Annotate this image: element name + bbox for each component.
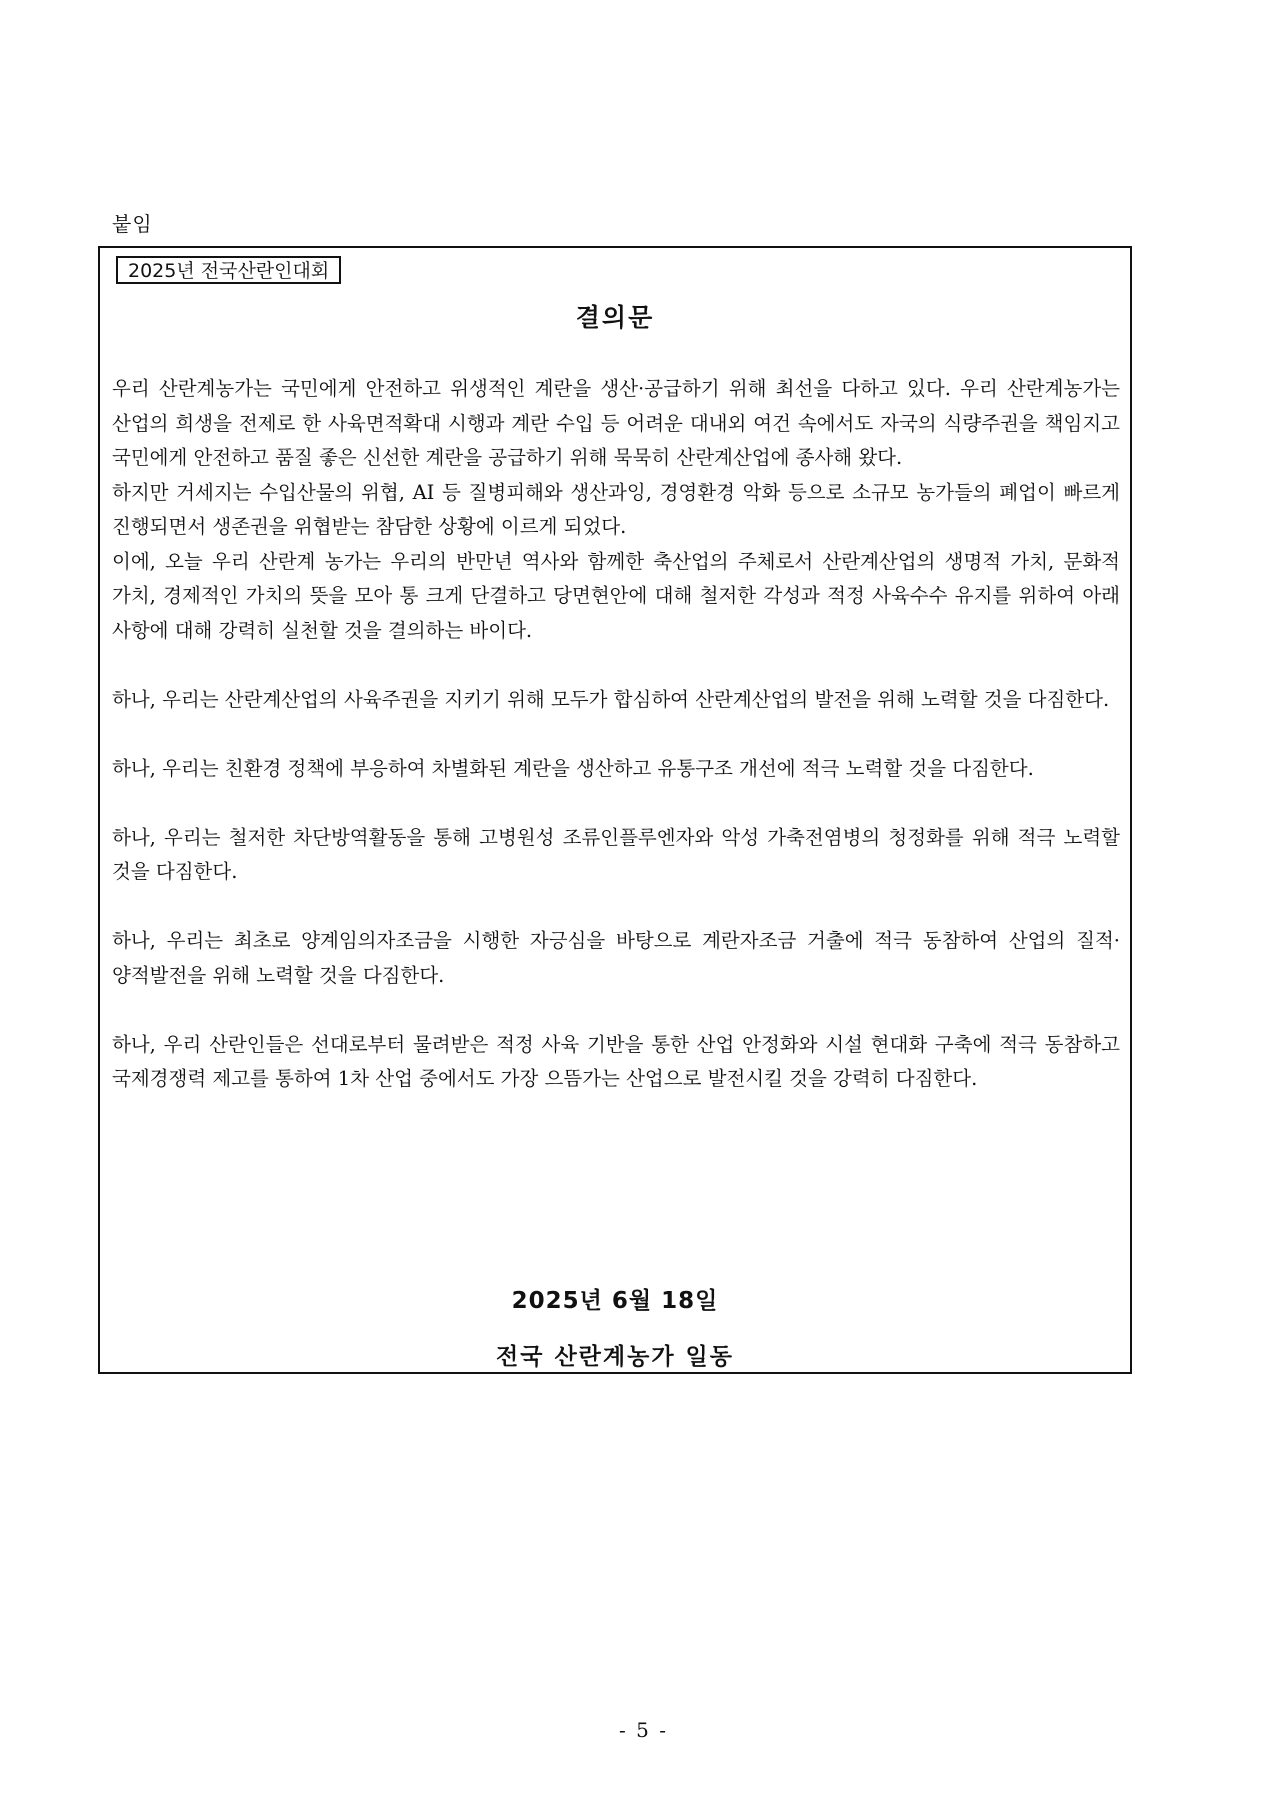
preamble-paragraph: 하지만 거세지는 수입산물의 위협, AI 등 질병피해와 생산과잉, 경영환경 악화 등으로 소규모 농가들의 폐업이 빠르게 진행되면서 생존권을 위협받는 참담한 상황에 이르게 되었다.: [112, 480, 1120, 538]
event-tag: 2025년 전국산란인대회: [116, 256, 341, 284]
preamble-paragraph: 우리 산란계농가는 국민에게 안전하고 위생적인 계란을 생산·공급하기 위해 최선을 다하고 있다. 우리 산란계농가는 산업의 희생을 전제로 한 사육면적확대 시행과 계란 수입 등 어려운 대내외 여건 속에서도 자국의 식량주권을 책임지고 국민에게 안전하고 품질 좋은 신선한 계란을 공급하기 위해 묵묵히 산란계산업에 종사해 왔다.: [112, 377, 1120, 469]
resolution-body: [112, 372, 1120, 1097]
attachment-label: 붙임: [112, 212, 153, 236]
pledge-item: 하나, 우리 산란인들은 선대로부터 물려받은 적정 사육 기반을 통한 산업 안정화와 시설 현대화 구축에 적극 동참하고 국제경쟁력 제고를 통하여 1차 산업 중에서도 가장 으뜸가는 산업으로 발전시킬 것을 강력히 다짐한다.: [112, 1032, 1120, 1090]
pledge-item: 하나, 우리는 철저한 차단방역활동을 통해 고병원성 조류인플루엔자와 악성 가축전염병의 청정화를 위해 적극 노력할 것을 다짐한다.: [112, 825, 1120, 883]
resolution-frame: [98, 246, 1132, 1374]
preamble-paragraph: 이에, 오늘 우리 산란계 농가는 우리의 반만년 역사와 함께한 축산업의 주체로서 산란계산업의 생명적 가치, 문화적 가치, 경제적인 가치의 뜻을 모아 통 크게 단결하고 당면현안에 대해 철저한 각성과 적정 사육수수 유지를 위하여 아래 사항에 대해 강력히 실천할 것을 결의하는 바이다.: [112, 549, 1120, 642]
page-number: - 5 -: [619, 1718, 668, 1742]
document-title: 결의문: [575, 303, 655, 332]
resolution-date: 2025년 6월 18일: [511, 1288, 719, 1314]
signatory: 전국 산란계농가 일동: [496, 1344, 734, 1370]
pledge-item: 하나, 우리는 친환경 정책에 부응하여 차별화된 계란을 생산하고 유통구조 개선에 적극 노력할 것을 다짐한다.: [112, 756, 1034, 780]
pledge-item: 하나, 우리는 산란계산업의 사육주권을 지키기 위해 모두가 합심하여 산란계산업의 발전을 위해 노력할 것을 다짐한다.: [112, 687, 1110, 711]
pledge-item: 하나, 우리는 최초로 양계임의자조금을 시행한 자긍심을 바탕으로 계란자조금 거출에 적극 동참하여 산업의 질적·양적발전을 위해 노력할 것을 다짐한다.: [112, 929, 1120, 987]
